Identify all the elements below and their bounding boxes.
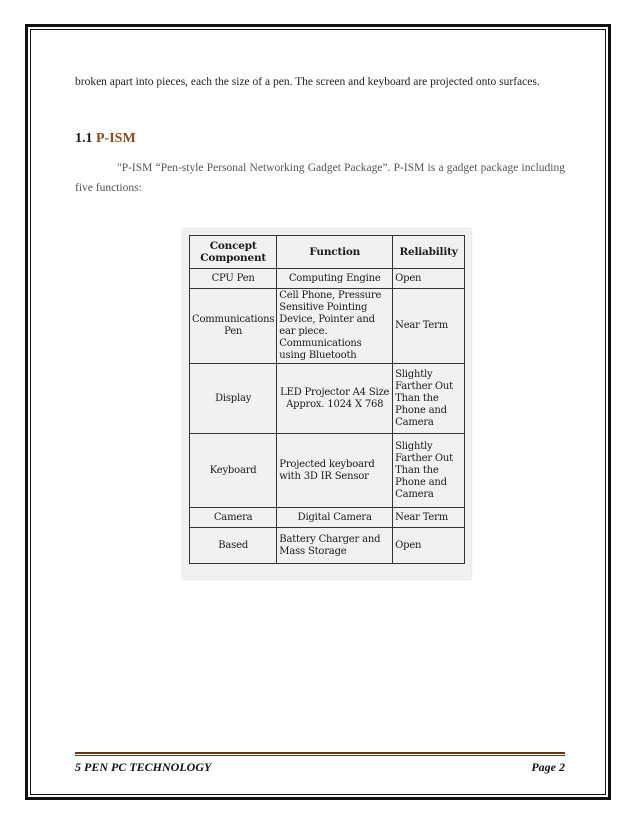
cell-component: CPU Pen (190, 269, 277, 289)
cell-reliability: Slightly Farther Out Than the Phone and Camera (393, 364, 465, 434)
table-row (190, 508, 465, 528)
cell-function: Cell Phone, Pressure Sensitive Pointing Device, Pointer and ear piece. Communications using Bluetooth (277, 289, 393, 364)
cell-component: Communications Pen (190, 289, 277, 364)
section-heading (75, 131, 136, 147)
cell-function: Battery Charger and Mass Storage (277, 528, 393, 564)
cell-reliability: Near Term (393, 508, 465, 528)
table-row (190, 289, 465, 364)
header-reliability: Reliability (393, 236, 465, 269)
cell-reliability: Open (393, 528, 465, 564)
cell-reliability: Slightly Farther Out Than the Phone and Camera (393, 434, 465, 508)
table-row (190, 528, 465, 564)
cell-function: Digital Camera (277, 508, 393, 528)
cell-component: Based (190, 528, 277, 564)
table-row (190, 269, 465, 289)
cell-function: Projected keyboard with 3D IR Sensor (277, 434, 393, 508)
table-row (190, 364, 465, 434)
footer-rule-thin (75, 755, 565, 756)
component-table-image (183, 229, 471, 579)
cell-component: Display (190, 364, 277, 434)
cell-component: Camera (190, 508, 277, 528)
component-table (189, 235, 465, 564)
table-row (190, 434, 465, 508)
footer-rule (75, 752, 565, 754)
section-number: 1.1 (75, 131, 93, 146)
header-concept: Concept Component (190, 236, 277, 269)
cell-reliability: Near Term (393, 289, 465, 364)
cell-function: LED Projector A4 Size Approx. 1024 X 768 (277, 364, 393, 434)
paragraph-intro: "P-ISM “Pen-style Personal Networking Gadget Package”. P-ISM is a gadget package including five functions: (75, 162, 565, 194)
cell-reliability: Open (393, 269, 465, 289)
table-header-row (190, 236, 465, 269)
footer-title: 5 PEN PC TECHNOLOGY (75, 760, 212, 774)
paragraph-continuation: broken apart into pieces, each the size of a pen. The screen and keyboard are projected onto surfaces. (75, 76, 540, 88)
footer-page-number: Page 2 (531, 760, 565, 774)
header-function: Function (277, 236, 393, 269)
cell-function: Computing Engine (277, 269, 393, 289)
cell-component: Keyboard (190, 434, 277, 508)
section-title: P-ISM (96, 131, 136, 146)
